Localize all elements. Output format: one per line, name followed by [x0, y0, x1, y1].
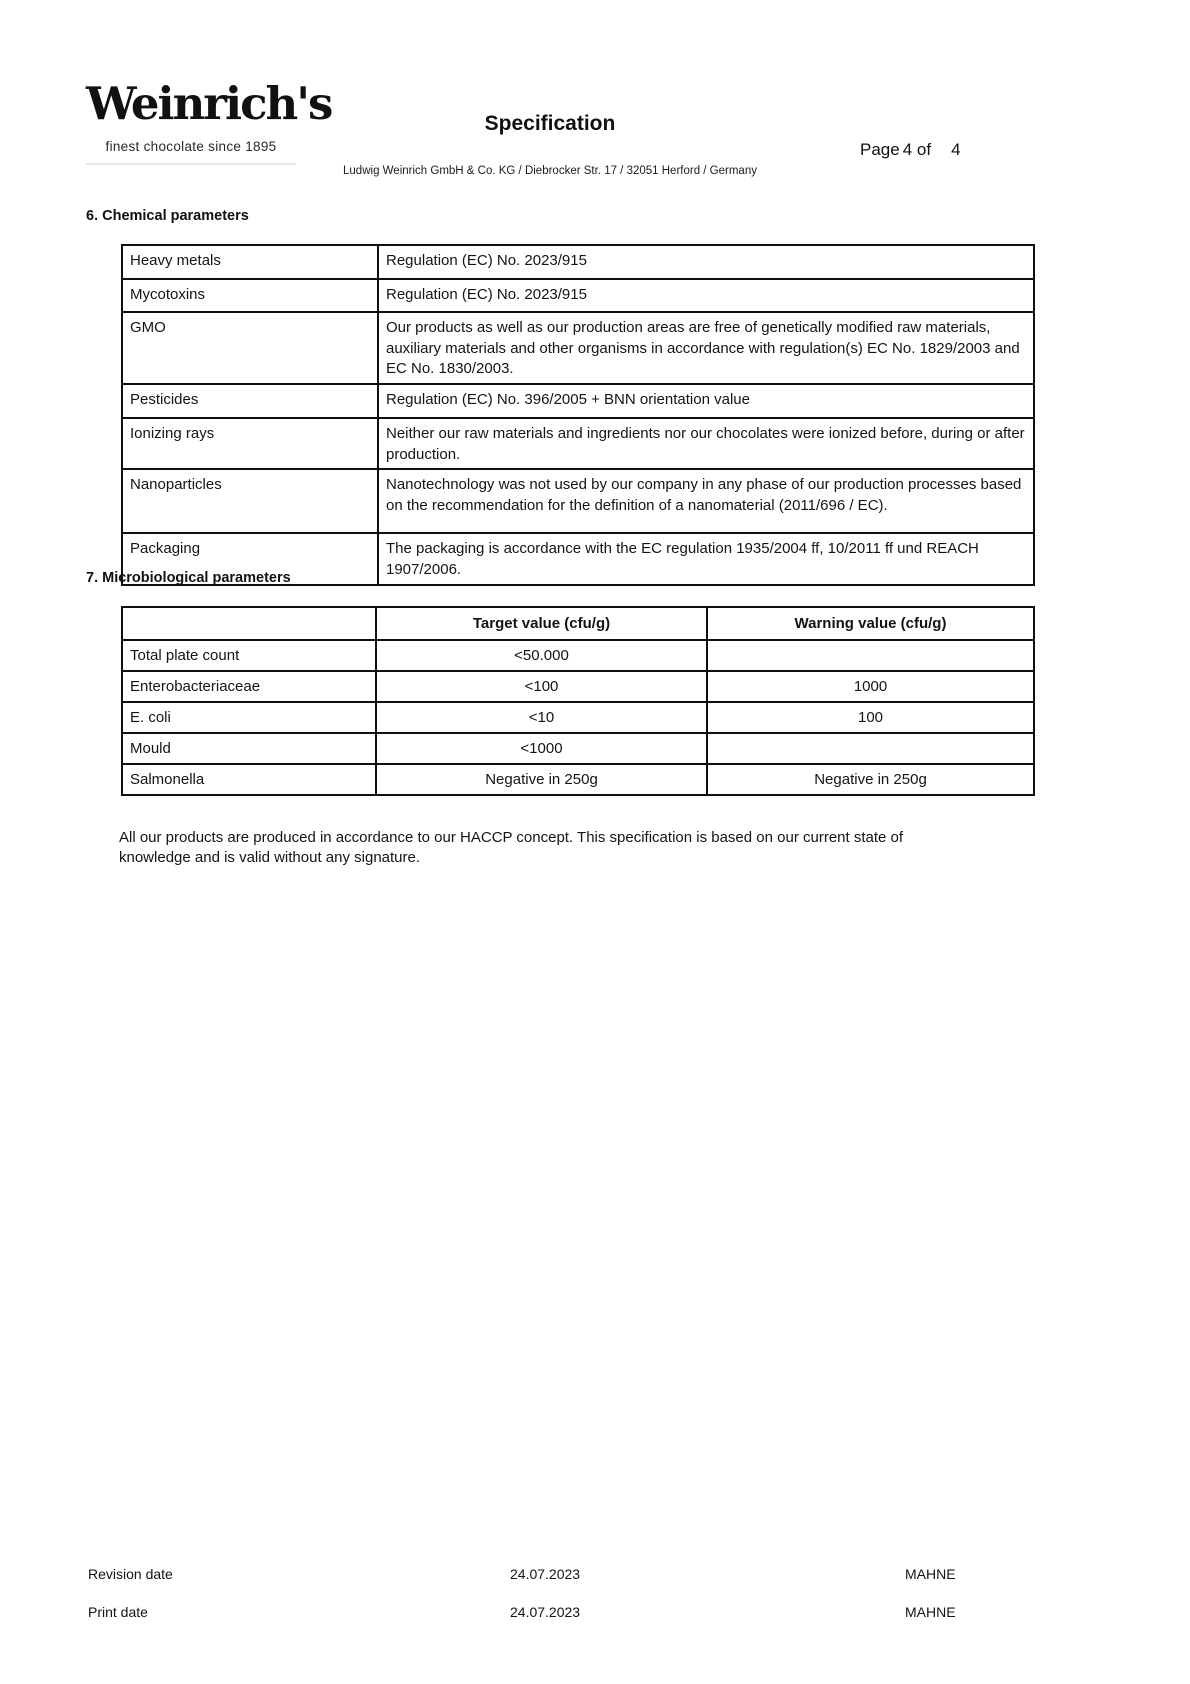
table-row [122, 733, 1034, 764]
page-number-total: 4 [951, 140, 961, 159]
table-row [122, 279, 1034, 312]
company-logo [86, 77, 332, 165]
chemical-row-label: Mycotoxins [122, 279, 378, 312]
page-number-current: 4 of [902, 140, 932, 159]
micro-row-warning: 100 [707, 702, 1034, 733]
page-number-label: Page [860, 140, 900, 159]
micro-row-warning: 1000 [707, 671, 1034, 702]
micro-header-empty [122, 607, 376, 640]
micro-row-label: E. coli [122, 702, 376, 733]
table-row [122, 384, 1034, 418]
logo-wordmark: Weinrich's [86, 77, 332, 130]
print-date-label: Print date [88, 1604, 148, 1620]
chemical-row-label: Nanoparticles [122, 469, 378, 533]
micro-row-warning [707, 733, 1034, 764]
chemical-row-value: Our products as well as our production areas are free of genetically modified raw materials, auxiliary materials and other organisms in accordance with regulation(s) EC No. 1829/2003 and EC No. 1830/2003. [378, 312, 1034, 384]
table-row [122, 418, 1034, 469]
print-author: MAHNE [905, 1604, 956, 1620]
table-header-row [122, 607, 1034, 640]
haccp-note: All our products are produced in accordance to our HACCP concept. This specification is based on our current state of knowledge and is valid without any signature. [119, 829, 904, 867]
micro-row-warning: Negative in 250g [707, 764, 1034, 795]
chemical-row-value: Nanotechnology was not used by our company in any phase of our production processes based on the recommendation for the definition of a nanomaterial (2011/696 / EC). [378, 469, 1034, 533]
micro-row-target: <100 [376, 671, 707, 702]
micro-header-target: Target value (cfu/g) [376, 607, 707, 640]
section-heading-microbiological: 7. Microbiological parameters [86, 570, 291, 586]
table-row [122, 245, 1034, 279]
table-row [122, 702, 1034, 733]
chemical-row-value: Regulation (EC) No. 2023/915 [378, 245, 1034, 279]
chemical-row-label: Pesticides [122, 384, 378, 418]
micro-row-warning [707, 640, 1034, 671]
revision-date-label: Revision date [88, 1566, 173, 1582]
micro-row-label: Mould [122, 733, 376, 764]
table-row [122, 640, 1034, 671]
micro-row-target: <50.000 [376, 640, 707, 671]
footer-print-row [0, 1604, 1190, 1624]
revision-date-value: 24.07.2023 [510, 1566, 581, 1582]
microbiological-parameters-table [121, 606, 1035, 796]
micro-row-target: <1000 [376, 733, 707, 764]
footer-revision-row [0, 1566, 1190, 1586]
table-row [122, 764, 1034, 795]
chemical-parameters-table [121, 244, 1035, 586]
table-row [122, 312, 1034, 384]
page-number [860, 140, 961, 160]
table-row [122, 671, 1034, 702]
chemical-row-value: Neither our raw materials and ingredients nor our chocolates were ionized before, during or after production. [378, 418, 1034, 469]
micro-header-warning: Warning value (cfu/g) [707, 607, 1034, 640]
chemical-row-label: Ionizing rays [122, 418, 378, 469]
chemical-row-value: The packaging is accordance with the EC regulation 1935/2004 ff, 10/2011 ff und REACH 1907/2006. [378, 533, 1034, 584]
chemical-row-label: Packaging [122, 533, 378, 584]
micro-row-label: Total plate count [122, 640, 376, 671]
revision-author: MAHNE [905, 1566, 956, 1582]
micro-row-label: Salmonella [122, 764, 376, 795]
table-row [122, 469, 1034, 533]
document-title: Specification [484, 112, 616, 135]
micro-row-target: Negative in 250g [376, 764, 707, 795]
section-heading-chemical: 6. Chemical parameters [86, 208, 249, 224]
company-address-line: Ludwig Weinrich GmbH & Co. KG / Diebrocker Str. 17 / 32051 Herford / Germany [343, 165, 757, 177]
chemical-row-label: Heavy metals [122, 245, 378, 279]
chemical-row-value: Regulation (EC) No. 396/2005 + BNN orientation value [378, 384, 1034, 418]
print-date-value: 24.07.2023 [510, 1604, 581, 1620]
micro-row-target: <10 [376, 702, 707, 733]
chemical-row-value: Regulation (EC) No. 2023/915 [378, 279, 1034, 312]
chemical-row-label: GMO [122, 312, 378, 384]
logo-tagline: finest chocolate since 1895 [86, 139, 296, 165]
micro-row-label: Enterobacteriaceae [122, 671, 376, 702]
